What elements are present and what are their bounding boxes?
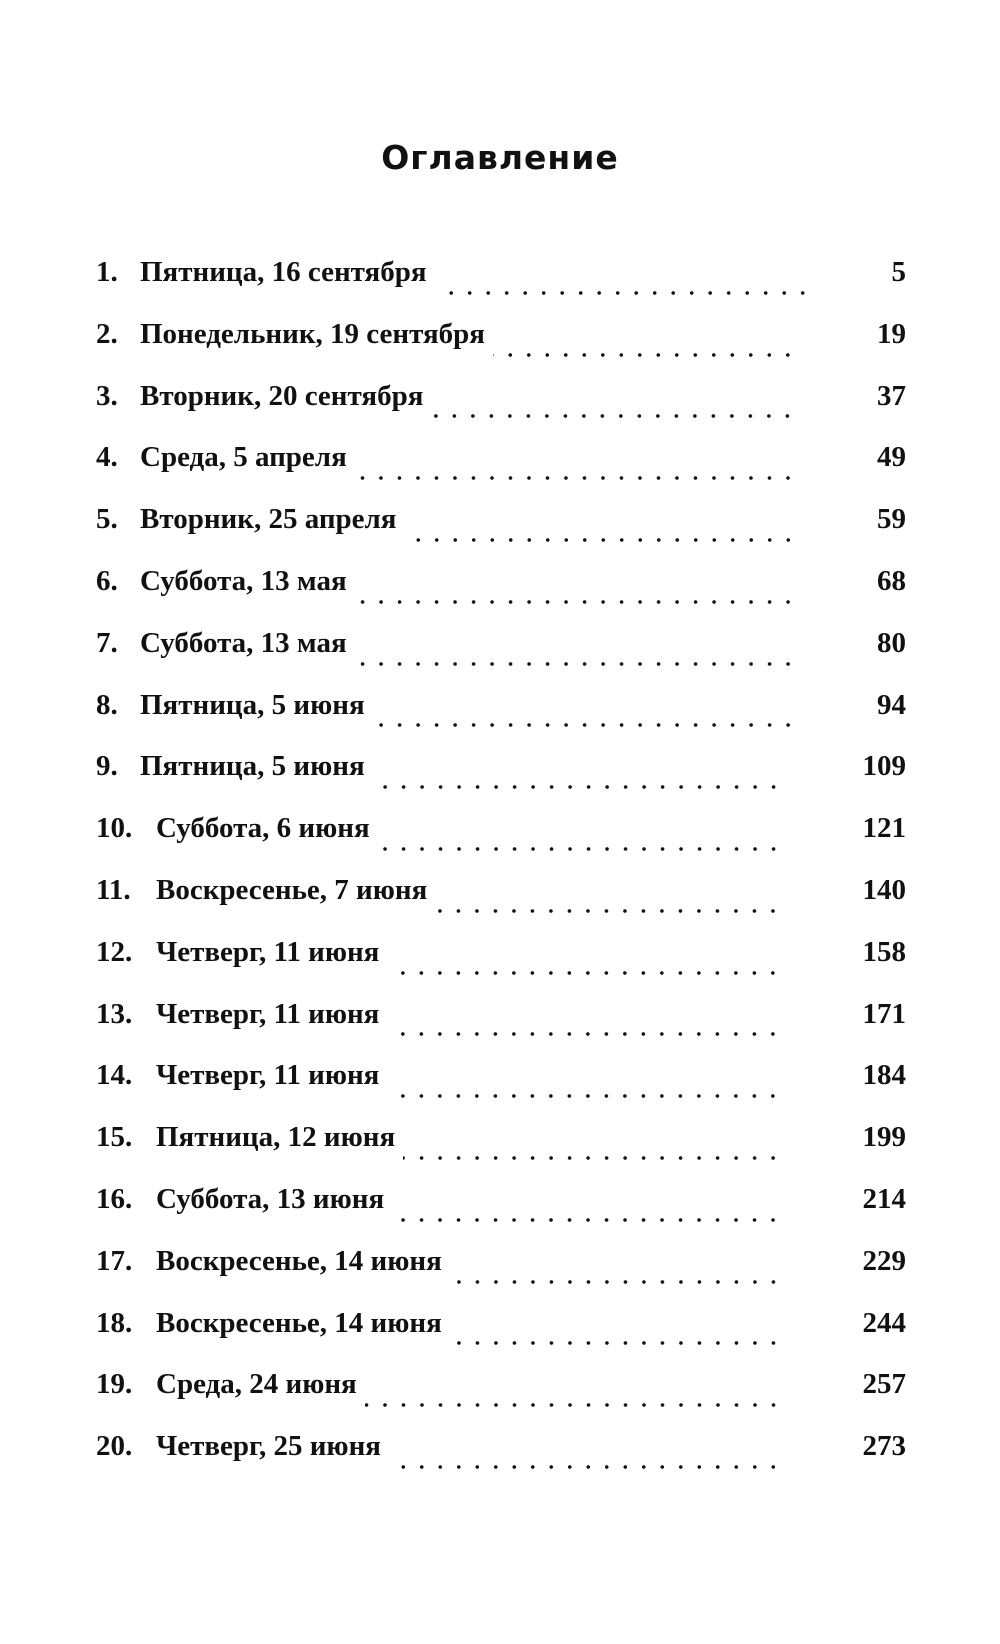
- chapter-title: Четверг, 11 июня: [156, 1059, 380, 1092]
- dot-leader: [389, 1464, 783, 1470]
- page-number: 19: [877, 317, 906, 350]
- chapter-title: Суббота, 6 июня: [156, 812, 370, 845]
- chapter-number: 19.: [96, 1368, 133, 1401]
- dot-leader: [387, 970, 782, 976]
- page-number: 199: [862, 1121, 906, 1154]
- chapter-number: 3.: [96, 379, 118, 412]
- toc-entry[interactable]: [96, 804, 906, 866]
- dot-leader: [493, 352, 797, 358]
- toc-entry[interactable]: [96, 681, 906, 743]
- toc-entry[interactable]: [96, 928, 906, 990]
- toc-entry[interactable]: [96, 742, 906, 804]
- chapter-title: Воскресенье, 14 июня: [156, 1244, 442, 1277]
- chapter-title: Пятница, 5 июня: [140, 688, 365, 721]
- chapter-number: 5.: [96, 503, 118, 536]
- dot-leader: [450, 1279, 783, 1285]
- chapter-title: Суббота, 13 мая: [140, 564, 347, 597]
- dot-leader: [355, 661, 797, 667]
- dot-leader: [435, 290, 812, 296]
- table-of-contents: [96, 248, 906, 1484]
- chapter-title: Понедельник, 19 сентября: [140, 317, 485, 350]
- toc-entry[interactable]: [96, 495, 906, 557]
- dot-leader: [435, 908, 782, 914]
- page-number: 158: [862, 935, 906, 968]
- chapter-number: 11.: [96, 873, 131, 906]
- dot-leader: [387, 1031, 782, 1037]
- chapter-title: Воскресенье, 14 июня: [156, 1306, 442, 1339]
- chapter-number: 12.: [96, 935, 133, 968]
- toc-entry[interactable]: [96, 557, 906, 619]
- chapter-number: 2.: [96, 317, 118, 350]
- chapter-number: 9.: [96, 750, 118, 783]
- page-number: 94: [877, 688, 906, 721]
- dot-leader: [403, 1155, 782, 1161]
- toc-entry[interactable]: [96, 1113, 906, 1175]
- toc-entry[interactable]: [96, 433, 906, 495]
- page-number: 59: [877, 503, 906, 536]
- chapter-number: 6.: [96, 564, 118, 597]
- chapter-number: 17.: [96, 1244, 133, 1277]
- page-number: 37: [877, 379, 906, 412]
- page-number: 49: [877, 441, 906, 474]
- toc-entry[interactable]: [96, 619, 906, 681]
- chapter-number: 20.: [96, 1430, 133, 1463]
- chapter-number: 14.: [96, 1059, 133, 1092]
- chapter-title: Вторник, 25 апреля: [140, 503, 397, 536]
- chapter-title: Воскресенье, 7 июня: [156, 873, 428, 906]
- page-number: 68: [877, 564, 906, 597]
- chapter-title: Четверг, 11 июня: [156, 935, 380, 968]
- dot-leader: [387, 1093, 782, 1099]
- toc-entry[interactable]: [96, 1360, 906, 1422]
- chapter-title: Среда, 24 июня: [156, 1368, 357, 1401]
- chapter-number: 8.: [96, 688, 118, 721]
- page-number: 273: [862, 1430, 906, 1463]
- toc-entry[interactable]: [96, 1299, 906, 1361]
- chapter-title: Четверг, 11 июня: [156, 997, 380, 1030]
- page-number: 184: [862, 1059, 906, 1092]
- dot-leader: [450, 1340, 783, 1346]
- dot-leader: [355, 475, 797, 481]
- page-number: 171: [862, 997, 906, 1030]
- chapter-number: 18.: [96, 1306, 133, 1339]
- toc-entry[interactable]: [96, 372, 906, 434]
- chapter-number: 15.: [96, 1121, 133, 1154]
- page-number: 140: [862, 873, 906, 906]
- toc-entry[interactable]: [96, 866, 906, 928]
- chapter-title: Среда, 5 апреля: [140, 441, 347, 474]
- toc-entry[interactable]: [96, 1051, 906, 1113]
- dot-leader: [405, 537, 798, 543]
- chapter-number: 16.: [96, 1182, 133, 1215]
- toc-entry[interactable]: [96, 1422, 906, 1484]
- toc-entry[interactable]: [96, 1175, 906, 1237]
- chapter-number: 13.: [96, 997, 133, 1030]
- dot-leader: [373, 784, 783, 790]
- dot-leader: [355, 599, 797, 605]
- chapter-title: Пятница, 5 июня: [140, 750, 365, 783]
- page-number: 109: [862, 750, 906, 783]
- dot-leader: [378, 846, 783, 852]
- toc-entry[interactable]: [96, 248, 906, 310]
- chapter-title: Суббота, 13 мая: [140, 626, 347, 659]
- chapter-title: Суббота, 13 июня: [156, 1182, 385, 1215]
- page-number: 80: [877, 626, 906, 659]
- chapter-number: 7.: [96, 626, 118, 659]
- page-number: 121: [862, 812, 906, 845]
- page-number: 229: [862, 1244, 906, 1277]
- page-number: 5: [891, 256, 906, 288]
- chapter-number: 1.: [96, 256, 118, 288]
- toc-entry[interactable]: [96, 990, 906, 1052]
- chapter-title: Вторник, 20 сентября: [140, 379, 424, 412]
- chapter-title: Пятница, 16 сентября: [140, 256, 427, 288]
- dot-leader: [365, 1402, 783, 1408]
- page-number: 244: [862, 1306, 906, 1339]
- dot-leader: [373, 722, 797, 728]
- page-title: Оглавление: [381, 138, 619, 177]
- chapter-title: Четверг, 25 июня: [156, 1430, 381, 1463]
- chapter-title: Пятница, 12 июня: [156, 1121, 396, 1154]
- dot-leader: [392, 1217, 782, 1223]
- chapter-number: 10.: [96, 812, 133, 845]
- toc-entry[interactable]: [96, 1237, 906, 1299]
- dot-leader: [431, 413, 797, 419]
- page-number: 214: [862, 1182, 906, 1215]
- chapter-number: 4.: [96, 441, 118, 474]
- toc-entry[interactable]: [96, 310, 906, 372]
- page-number: 257: [862, 1368, 906, 1401]
